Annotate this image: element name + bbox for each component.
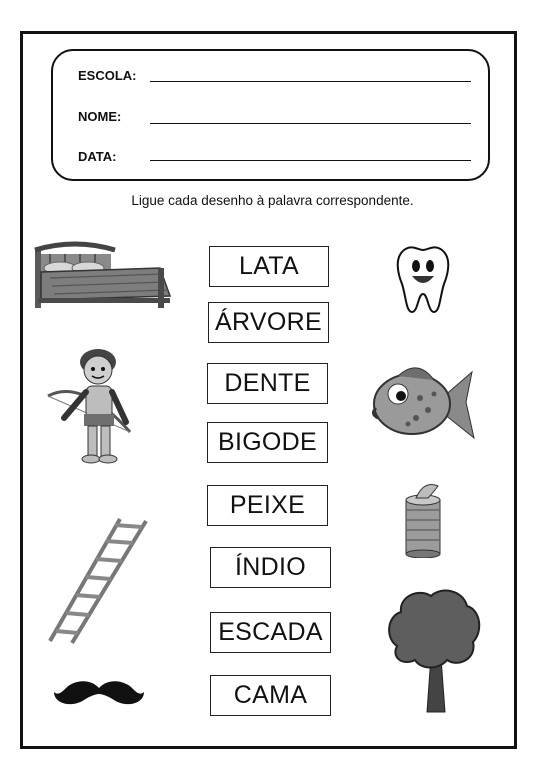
word-box-escada[interactable]: ESCADA bbox=[210, 612, 331, 653]
word-box-peixe[interactable]: PEIXE bbox=[207, 485, 328, 526]
word-box-cama[interactable]: CAMA bbox=[210, 675, 331, 716]
word-box-lata[interactable]: LATA bbox=[209, 246, 329, 287]
word-box-arvore[interactable]: ÁRVORE bbox=[208, 302, 329, 343]
can-icon[interactable] bbox=[402, 480, 444, 558]
word-box-bigode[interactable]: BIGODE bbox=[207, 422, 328, 463]
mustache-icon[interactable] bbox=[52, 674, 146, 710]
word-box-indio[interactable]: ÍNDIO bbox=[210, 547, 331, 588]
header-box bbox=[51, 49, 490, 181]
school-label: ESCOLA: bbox=[78, 68, 137, 83]
tooth-icon[interactable] bbox=[394, 244, 452, 316]
date-field[interactable] bbox=[150, 160, 471, 161]
ladder-icon[interactable] bbox=[42, 513, 154, 645]
name-field[interactable] bbox=[150, 123, 471, 124]
word-box-dente[interactable]: DENTE bbox=[207, 363, 328, 404]
school-field[interactable] bbox=[150, 81, 471, 82]
name-label: NOME: bbox=[78, 109, 122, 124]
bed-icon[interactable] bbox=[30, 238, 175, 310]
instruction-text: Ligue cada desenho à palavra correspondente. bbox=[131, 193, 414, 208]
date-label: DATA: bbox=[78, 149, 117, 164]
tree-icon[interactable] bbox=[385, 586, 483, 714]
fish-icon[interactable] bbox=[368, 358, 476, 448]
indigenous-boy-icon[interactable] bbox=[42, 348, 134, 470]
